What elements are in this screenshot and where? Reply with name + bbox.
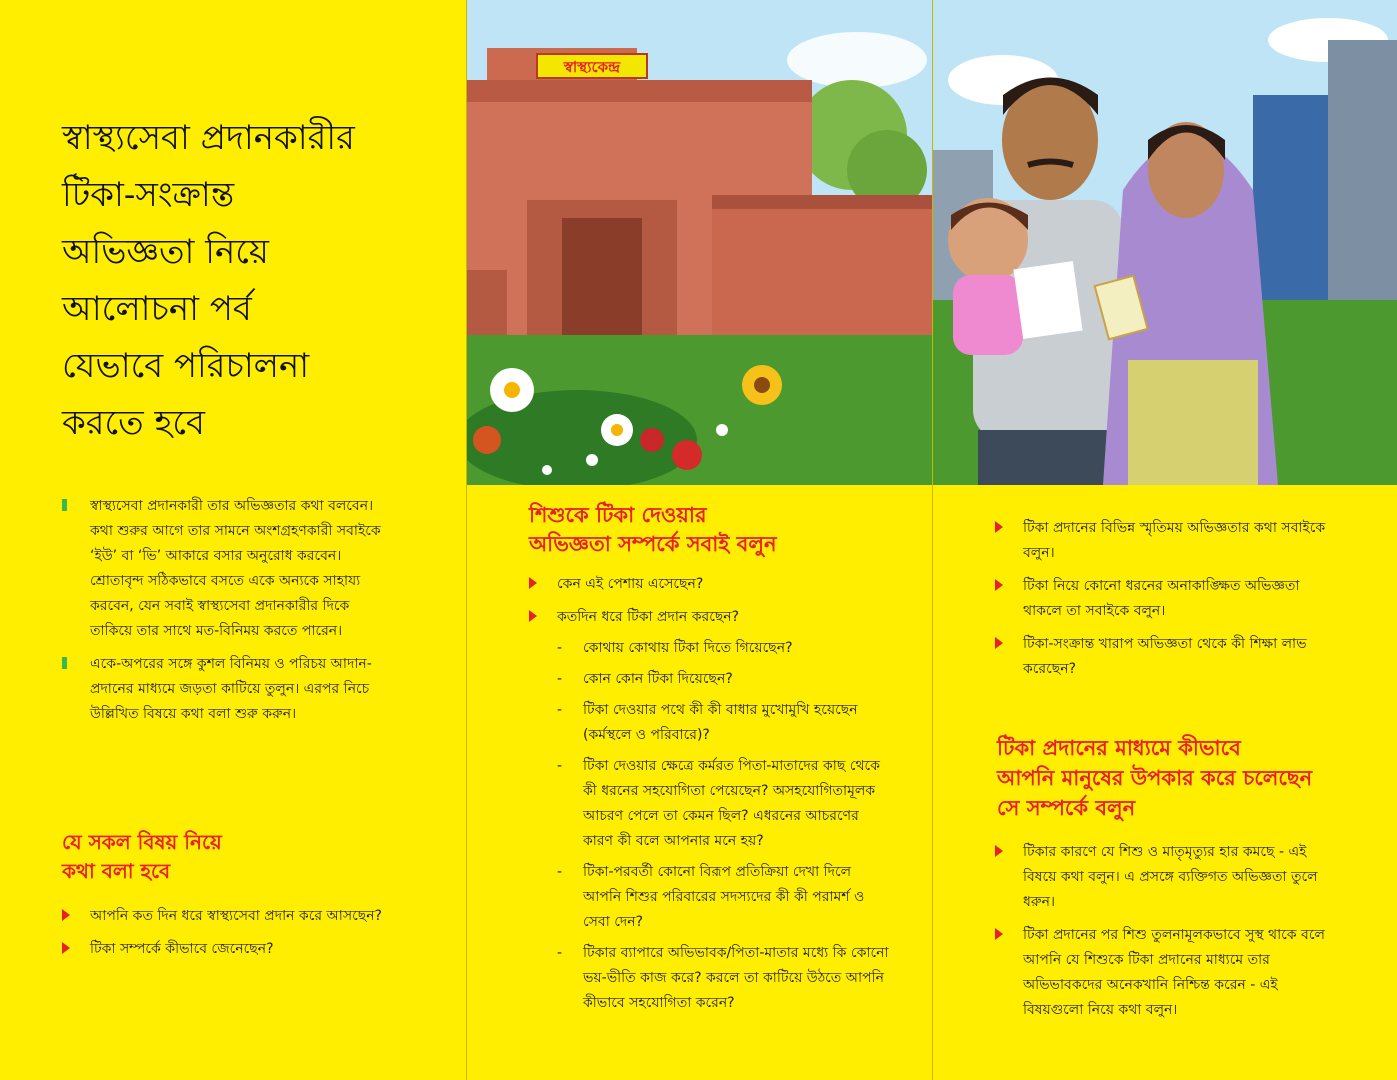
heading-line: অভিজ্ঞতা সম্পর্কে সবাই বলুন [529, 531, 777, 556]
list-item [62, 652, 392, 727]
list-item [62, 494, 392, 644]
item-text: টিকা প্রদানের পর শিশু তুলনামূলকভাবে সুস্থ থাকে বলে আপনি যে শিশুকে টিকা প্রদানের মাধ্যমে তার অভিভাবকদের অনেকখানি নিশ্চিন্ত করেন - এই বিষয়গুলো নিয়ে কথা বলুন। [1023, 927, 1325, 1018]
item-text: টিকা প্রদানের বিভিন্ন স্মৃতিময় অভিজ্ঞতার কথা সবাইকে বলুন। [1023, 520, 1326, 561]
list-item [995, 516, 1340, 566]
green-bullet-icon [62, 657, 67, 669]
heading-line: সে সম্পর্কে বলুন [997, 795, 1136, 820]
moustache [1028, 162, 1073, 166]
building-wing-roof [712, 195, 932, 209]
experience-list [995, 516, 1340, 690]
red-flower-icon [672, 440, 702, 470]
item-text: টিকা দেওয়ার পথে কী কী বাধার মুখোমুখি হয়েছেন (কর্মস্থলে ও পরিবারে)? [583, 702, 858, 743]
sub-list-item [557, 698, 889, 748]
sign-text: স্বাস্থ্যকেন্দ্র [563, 58, 621, 76]
sub-list-item [557, 941, 889, 1016]
dash-bullet: - [557, 945, 563, 961]
item-text: টিকার ব্যাপারে অভিভাবক/পিতা-মাতার মধ্যে কি কোনো ভয়-ভীতি কাজ করে? করলে তা কাটিয়ে উঠতে আপনি কীভাবে সহযোগিতা করেন? [583, 945, 889, 1011]
intro-list [62, 494, 392, 735]
wall-pillar [467, 270, 507, 340]
building-wing [712, 195, 932, 345]
list-item [995, 923, 1340, 1023]
heading-line: শিশুকে টিকা দেওয়ার [529, 502, 707, 527]
woman-skirt [1128, 360, 1258, 485]
middle-heading [529, 500, 919, 558]
child-dress [953, 275, 1023, 355]
sub-list-item [557, 667, 889, 692]
questions-list [529, 572, 889, 1024]
red-bullet-icon [62, 909, 70, 921]
item-text: টিকার কারণে যে শিশু ও মাতৃমৃত্যুর হার কমছে - এই বিষয়ে কথা বলুন। এ প্রসঙ্গে ব্যক্তিগত অভিজ্ঞতা তুলে ধরুন। [1023, 844, 1318, 910]
item-text: আপনি কত দিন ধরে স্বাস্থ্যসেবা প্রদান করে আসছেন? [90, 908, 382, 924]
item-text: কেন এই পেশায় এসেছেন? [557, 576, 704, 592]
sub-list-item [557, 754, 889, 854]
sub-list-item [557, 860, 889, 935]
title-line: অভিজ্ঞতা নিয়ে [62, 232, 269, 272]
red-bullet-icon [995, 521, 1003, 533]
red-bullet-icon [995, 579, 1003, 591]
dash-bullet: - [557, 758, 563, 774]
building-roofline [467, 80, 812, 102]
orange-flower-icon [473, 426, 501, 454]
red-bullet-icon [995, 845, 1003, 857]
item-text: টিকা নিয়ে কোনো ধরনের অনাকাঙ্ক্ষিত অভিজ্ঞতা থাকলে তা সবাইকে বলুন। [1023, 578, 1300, 619]
document-paper [1013, 261, 1082, 339]
title-line: আলোচনা পর্ব [62, 289, 252, 329]
red-flower-icon [640, 428, 664, 452]
topics-list [62, 904, 392, 970]
dash-bullet: - [557, 640, 563, 656]
list-item [995, 632, 1340, 682]
red-bullet-icon [529, 577, 537, 589]
item-text: টিকা দেওয়ার ক্ষেত্রে কর্মরত পিতা-মাতাদের কাছ থেকে কী ধরনের সহযোগিতা পেয়েছেন? অসহযোগিতামূলক আচরণ পেলে তা কেমন ছিল? এধরনের আচরণের কারণ কী বলে আপনার মনে হয়? [583, 758, 880, 849]
heading-line: আপনি মানুষের উপকার করে চলেছেন [997, 765, 1313, 790]
dash-bullet: - [557, 671, 563, 687]
tall-building [1328, 40, 1397, 345]
red-bullet-icon [995, 928, 1003, 940]
benefit-heading [997, 733, 1392, 823]
heading-line: টিকা প্রদানের মাধ্যমে কীভাবে [997, 735, 1241, 760]
heading-line: যে সকল বিষয় নিয়ে [62, 830, 222, 854]
benefit-list [995, 840, 1340, 1031]
list-item [529, 572, 889, 597]
cloud [787, 32, 927, 88]
family-svg [933, 0, 1397, 485]
health-center-svg [467, 0, 932, 485]
man-trousers [978, 430, 1118, 485]
list-item [529, 605, 889, 1016]
title-line: টিকা-সংক্রান্ত [62, 175, 235, 215]
family-illustration [933, 0, 1397, 485]
main-title [62, 110, 452, 452]
title-line: যেভাবে পরিচালনা [62, 346, 310, 386]
list-item [62, 904, 392, 929]
door [562, 218, 642, 340]
heading-line: কথা বলা হবে [62, 859, 171, 883]
dash-bullet: - [557, 864, 563, 880]
list-item [995, 574, 1340, 624]
list-item [995, 840, 1340, 915]
item-text: টিকা-পরবর্তী কোনো বিরূপ প্রতিক্রিয়া দেখা দিলে আপনি শিশুর পরিবারের সদস্যদের কী কী পরামর্শ ও সেবা দেন? [583, 864, 865, 930]
sub-questions-list [557, 636, 889, 1016]
red-bullet-icon [62, 942, 70, 954]
item-text: স্বাস্থ্যসেবা প্রদানকারী তার অভিজ্ঞতার কথা বলবেন। কথা শুরুর আগে তার সামনে অংশগ্রহণকারী সবাইকে ‘ইউ’ বা ‘ভি’ আকারে বসার অনুরোধ করবেন। শ্রোতাবৃন্দ সঠিকভাবে বসতে একে অন্যকে সাহায্য করবেন, যেন সবাই স্বাস্থ্যসেবা প্রদানকারীর দিকে তাকিয়ে তার সাথে মত-বিনিময় করতে পারেন। [90, 498, 381, 639]
item-text: কোথায় কোথায় টিকা দিতে গিয়েছেন? [583, 640, 793, 656]
dash-bullet: - [557, 702, 563, 718]
item-text: কতদিন ধরে টিকা প্রদান করছেন? [557, 609, 740, 625]
title-line: করতে হবে [62, 403, 205, 443]
panel-left [0, 0, 466, 1080]
red-bullet-icon [995, 637, 1003, 649]
health-center-illustration [467, 0, 932, 485]
list-item [62, 937, 392, 962]
green-bullet-icon [62, 499, 67, 511]
title-line: স্বাস্থ্যসেবা প্রদানকারীর [62, 118, 355, 158]
topics-heading [62, 828, 422, 886]
item-text: একে-অপরের সঙ্গে কুশল বিনিময় ও পরিচয় আদান-প্রদানের মাধ্যমে জড়তা কাটিয়ে তুলুন। এরপর নিচে উল্লিখিত বিষয়ে কথা বলা শুরু করুন। [90, 656, 372, 722]
red-bullet-icon [529, 610, 537, 622]
item-text: টিকা-সংক্রান্ত খারাপ অভিজ্ঞতা থেকে কী শিক্ষা লাভ করেছেন? [1023, 636, 1307, 677]
item-text: টিকা সম্পর্কে কীভাবে জেনেছেন? [90, 941, 274, 957]
sub-list-item [557, 636, 889, 661]
item-text: কোন কোন টিকা দিয়েছেন? [583, 671, 733, 687]
